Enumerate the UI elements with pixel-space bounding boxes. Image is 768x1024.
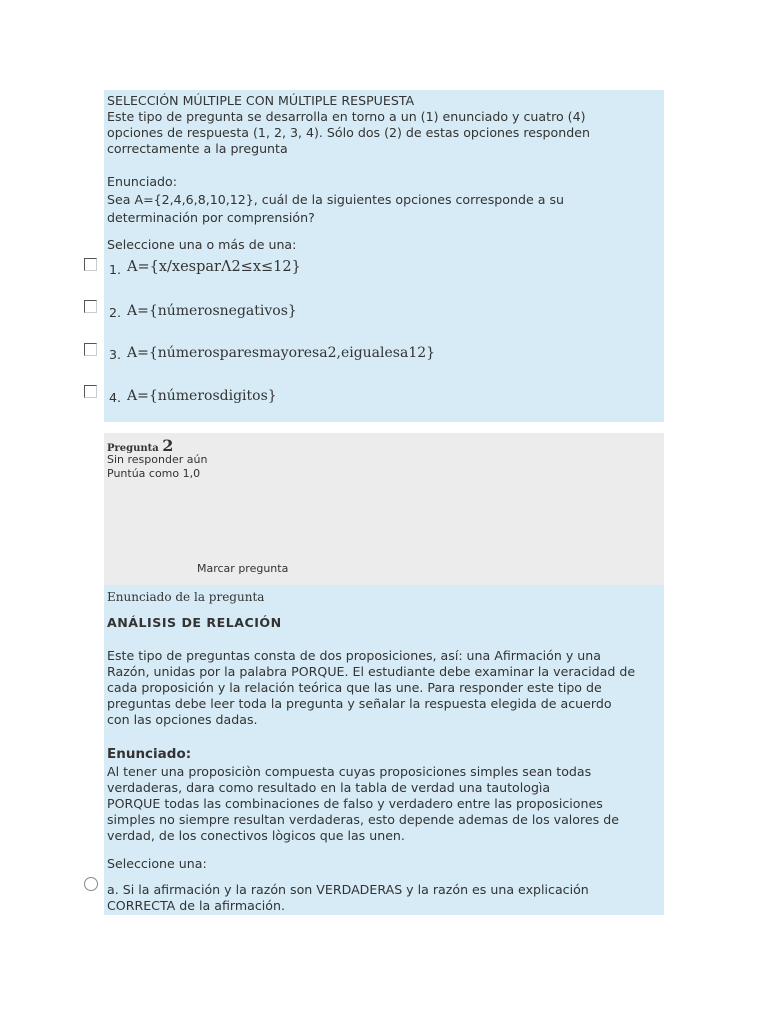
- q2-statement-line: verdad, de los conectivos lògicos que las unen.: [107, 828, 405, 843]
- option-3-number: 3.: [109, 347, 122, 362]
- q1-enunciado-label: Enunciado:: [107, 174, 177, 189]
- option-1-text[interactable]: A={x/xesparΛ2≤x≤12}: [127, 259, 301, 275]
- q2-enunciado-label: Enunciado:: [107, 746, 192, 762]
- option-4-text[interactable]: A={númerosdigitos}: [127, 388, 277, 404]
- q1-description-line: opciones de respuesta (1, 2, 3, 4). Sólo dos (2) de estas opciones responden: [107, 125, 590, 140]
- option-1-number: 1.: [109, 262, 122, 277]
- option-3-checkbox[interactable]: [84, 343, 97, 356]
- q1-statement-line: Sea A={2,4,6,8,10,12}, cuál de la siguientes opciones corresponde a su: [107, 192, 564, 207]
- q1-statement-line: determinación por comprensión?: [107, 210, 315, 225]
- q2-statement-line: verdaderas, dara como resultado en la tabla de verdad una tautologìa: [107, 780, 551, 795]
- q2-select-prompt: Seleccione una:: [107, 856, 207, 871]
- question-state: Sin responder aún: [107, 453, 208, 466]
- q1-type-title: SELECCIÓN MÚLTIPLE CON MÚLTIPLE RESPUESTA: [107, 93, 415, 108]
- option-2-number: 2.: [109, 305, 122, 320]
- q2-description-line: con las opciones dadas.: [107, 712, 258, 727]
- question-text-heading: Enunciado de la pregunta: [107, 590, 265, 604]
- q1-description-line: Este tipo de pregunta se desarrolla en torno a un (1) enunciado y cuatro (4): [107, 109, 586, 124]
- pregunta-word: Pregunta: [107, 443, 159, 454]
- q2-description-line: Razón, unidas por la palabra PORQUE. El estudiante debe examinar la veracidad de: [107, 664, 636, 679]
- option-4-checkbox[interactable]: [84, 385, 97, 398]
- option-a-text-line[interactable]: CORRECTA de la afirmación.: [107, 898, 285, 913]
- q2-type-title: ANÁLISIS DE RELACIÓN: [107, 615, 282, 630]
- question-grade: Puntúa como 1,0: [107, 467, 201, 480]
- option-3-text[interactable]: A={númerosparesmayoresa2,eigualesa12}: [127, 345, 436, 361]
- option-a-radio[interactable]: [84, 877, 98, 891]
- q2-description-line: preguntas debe leer toda la pregunta y señalar la respuesta elegida de acuerdo: [107, 696, 612, 711]
- q1-select-prompt: Seleccione una o más de una:: [107, 237, 297, 252]
- q2-description-line: cada proposición y la relación teórica que las une. Para responder este tipo de: [107, 680, 602, 695]
- q1-description-line: correctamente a la pregunta: [107, 141, 288, 156]
- option-2-checkbox[interactable]: [84, 300, 97, 313]
- option-1-checkbox[interactable]: [84, 258, 97, 271]
- option-a-text-line[interactable]: a. Si la afirmación y la razón son VERDADERAS y la razón es una explicación: [107, 882, 589, 897]
- option-4-number: 4.: [109, 390, 122, 405]
- flag-question-link[interactable]: Marcar pregunta: [197, 562, 289, 575]
- option-2-text[interactable]: A={númerosnegativos}: [127, 303, 297, 319]
- q2-statement-line: Al tener una proposiciòn compuesta cuyas proposiciones simples sean todas: [107, 764, 592, 779]
- q2-statement-line: simples no siempre resultan verdaderas, esto depende ademas de los valores de: [107, 812, 619, 827]
- question-number: 2: [162, 436, 174, 455]
- q2-description-line: Este tipo de preguntas consta de dos proposiciones, así: una Afirmación y una: [107, 648, 601, 663]
- q2-statement-line: PORQUE todas las combinaciones de falso y verdadero entre las proposiciones: [107, 796, 603, 811]
